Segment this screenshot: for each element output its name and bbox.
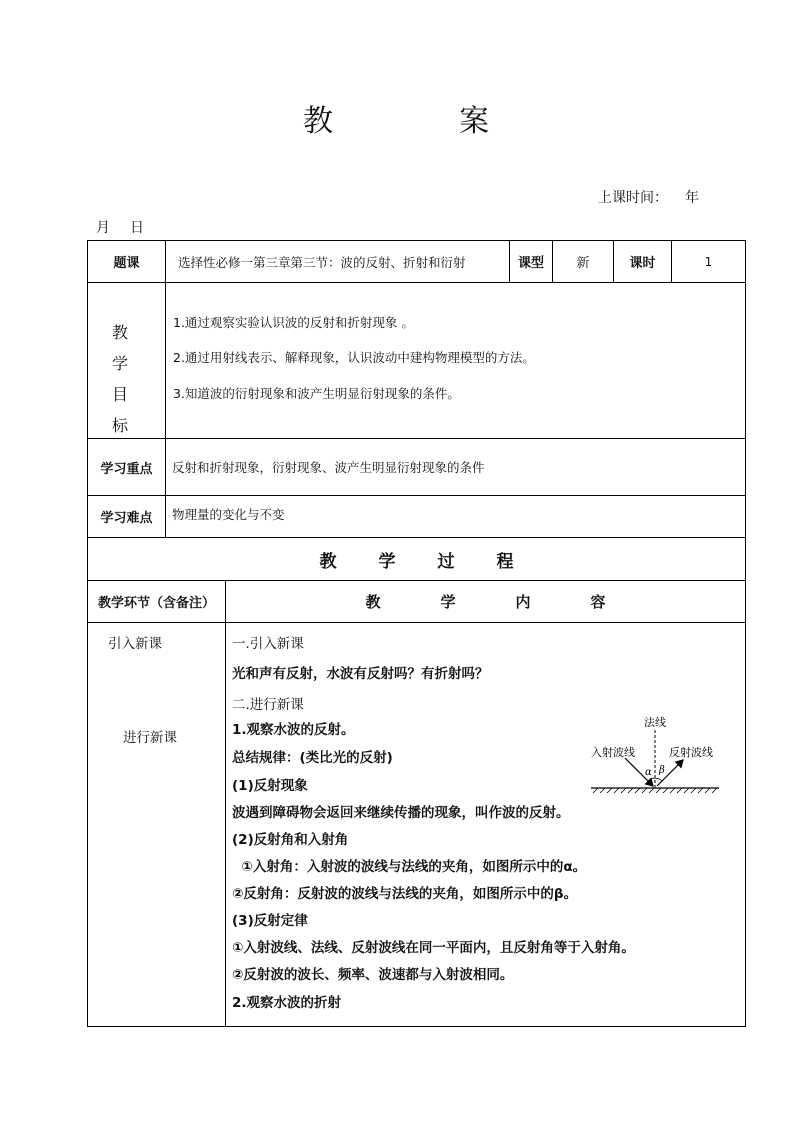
objective-item: 2.通过用射线表示、解释现象，认识波动中建构物理模型的方法。 (173, 350, 535, 365)
difficult-points-value: 物理量的变化与不变 (172, 507, 285, 522)
beta-label: β (659, 765, 665, 776)
content-line: ②反射波的波长、频率、波速都与入射波相同。 (232, 967, 514, 983)
page-title-char: 案 (459, 104, 491, 139)
content-column-header-text: 教学内容 (365, 593, 666, 611)
process-header-text: 教学过程 (319, 551, 556, 572)
alpha-label: α (645, 767, 652, 778)
day-label: 日 (130, 220, 144, 236)
content-line: ①入射角：入射波的波线与法线的夹角，如图所示中的α。 (232, 859, 587, 875)
content-line: (3)反射定律 (232, 913, 308, 929)
normal-label: 法线 (644, 716, 666, 729)
content-line: 二.进行新课 (232, 697, 304, 713)
content-line: ②反射角：反射波的波线与法线的夹角，如图所示中的β。 (232, 886, 578, 902)
page-title-char: 教 (303, 104, 335, 139)
content-line: 1.观察水波的反射。 (232, 722, 355, 738)
year-label: 年 (685, 190, 699, 206)
key-points-value: 反射和折射现象，衍射现象、波产生明显衍射现象的条件 (172, 460, 485, 475)
content-line: 波遇到障碍物会返回来继续传播的现象，叫作波的反射。 (232, 805, 570, 821)
difficult-points-label: 学习难点 (100, 511, 153, 526)
objective-item: 1.通过观察实验认识波的反射和折射现象 。 (173, 315, 414, 330)
incident-label: 入射波线 (591, 746, 635, 759)
class-time-label: 上课时间： (598, 190, 668, 206)
objectives-label-char: 标 (111, 416, 128, 435)
content-line: 光和声有反射，水波有反射吗？有折射吗？ (232, 666, 489, 682)
key-points-label: 学习重点 (100, 461, 153, 477)
page-title (0, 96, 794, 140)
stage-new-lesson: 进行新课 (123, 730, 177, 746)
hours-value: 1 (704, 254, 713, 269)
reflected-label: 反射波线 (669, 746, 713, 759)
surface-hatching (593, 788, 717, 793)
content-line: ①入射波线、法线、反射波线在同一平面内，且反射角等于入射角。 (232, 940, 635, 956)
topic-label: 题课 (113, 256, 140, 271)
content-line: (1)反射现象 (232, 778, 308, 794)
content-line: 总结规律：(类比光的反射) (232, 750, 393, 766)
objectives-label-char: 教 (111, 323, 128, 342)
hours-label: 课时 (629, 256, 656, 271)
objective-item: 3.知道波的衍射现象和波产生明显衍射现象的条件。 (173, 386, 460, 401)
content-line: 一.引入新课 (232, 636, 304, 652)
process-header (88, 538, 745, 580)
month-label: 月 (96, 220, 110, 236)
type-value: 新 (576, 256, 590, 271)
content-line: (2)反射角和入射角 (232, 832, 349, 848)
type-label: 课型 (517, 256, 544, 271)
topic-value: 选择性必修一第三章第三节：波的反射、折射和衍射 (178, 254, 466, 270)
objectives-label-char: 学 (111, 354, 128, 373)
objectives-label-char: 目 (111, 385, 128, 404)
content-line: 2.观察水波的折射 (232, 995, 342, 1011)
stage-intro: 引入新课 (108, 636, 162, 652)
content-column-header (226, 581, 745, 622)
stage-column-header: 教学环节（含备注） (97, 596, 215, 611)
reflection-diagram (585, 712, 725, 802)
